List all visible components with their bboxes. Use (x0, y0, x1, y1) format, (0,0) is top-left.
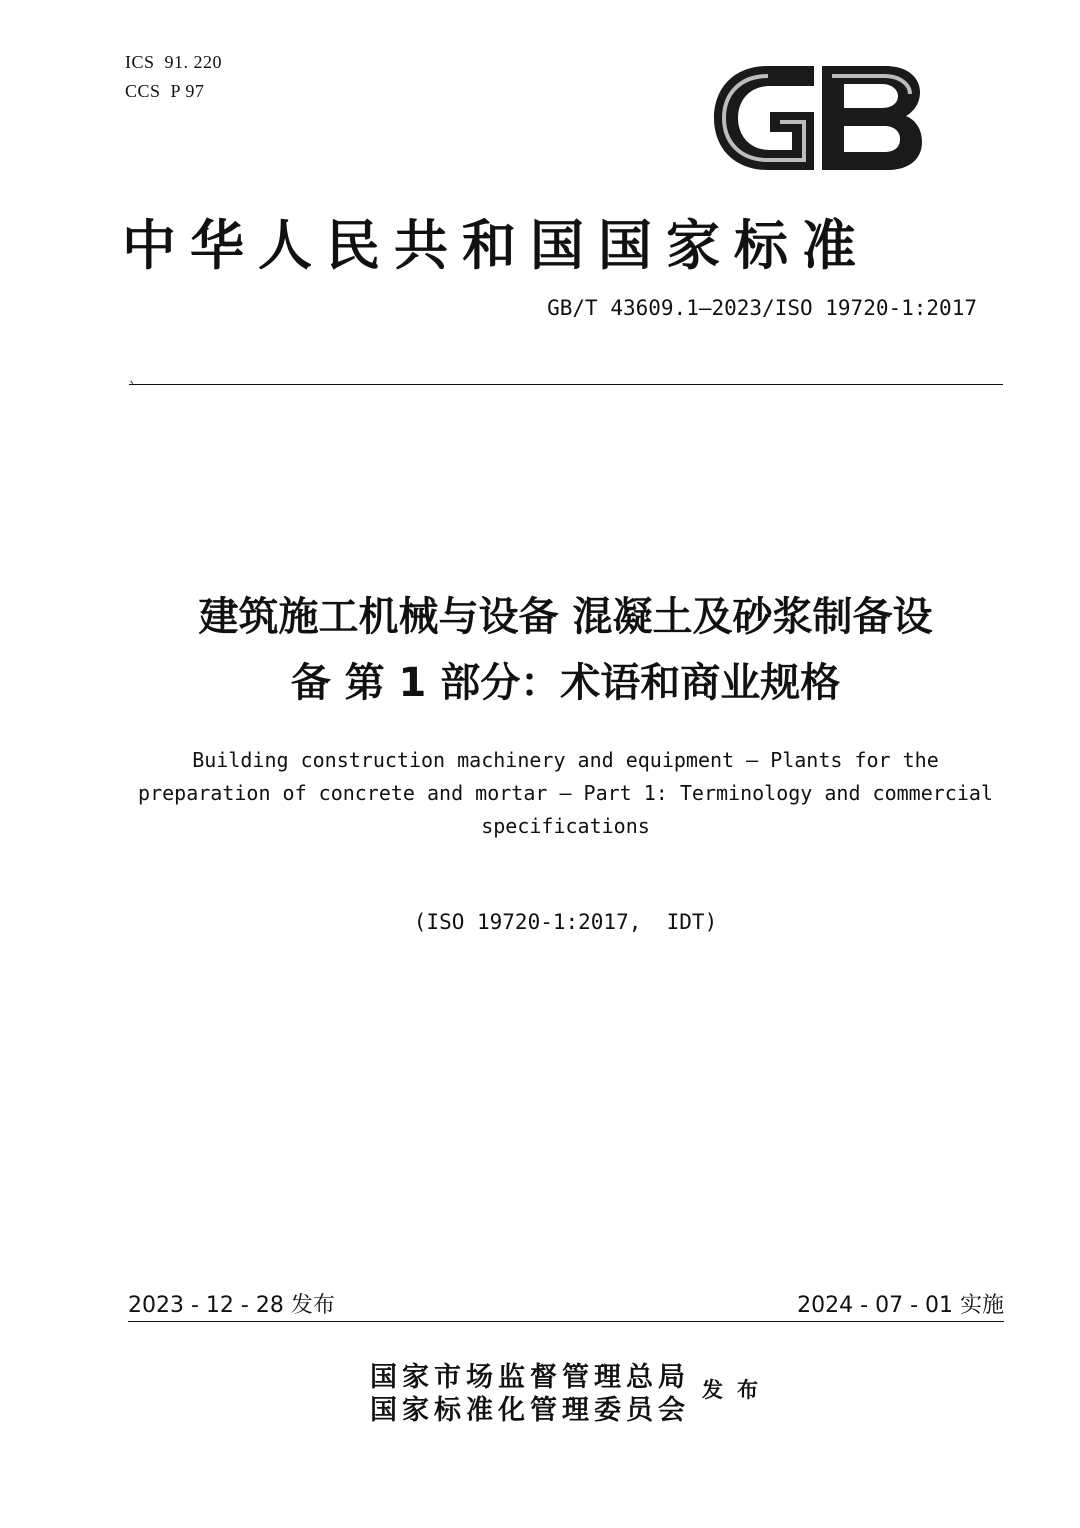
english-title-line-3: specifications (481, 814, 650, 838)
tick-mark: 、 (129, 371, 143, 387)
standard-number: GB/T 43609.1—2023/ISO 19720-1:2017 (547, 296, 977, 320)
chinese-title-line-2: 备 第 1 部分：术语和商业规格 (290, 660, 841, 706)
issue-label: 发布 (702, 1377, 772, 1402)
gb-logo-icon (712, 62, 924, 174)
english-title-line-2: preparation of concrete and mortar — Part 1: Terminology and commercial (138, 781, 993, 805)
gb-logo-b (822, 66, 922, 170)
header-divider (129, 384, 1003, 385)
english-title (118, 744, 1013, 843)
english-title-line-1: Building construction machinery and equipment — Plants for the (192, 748, 939, 772)
issuer-samr: 国家市场监督管理总局 (370, 1362, 690, 1393)
gb-logo-g (714, 66, 814, 170)
iso-equivalence: (ISO 19720-1:2017, IDT) (413, 910, 718, 934)
chinese-title (118, 584, 1013, 716)
implement-date: 2024 - 07 - 01 实施 (797, 1293, 1004, 1318)
ics-code: ICS 91. 220 (125, 52, 223, 72)
publish-date: 2023 - 12 - 28 发布 (128, 1293, 335, 1318)
footer-divider (128, 1321, 1004, 1322)
issuer-sac: 国家标准化管理委员会 (370, 1395, 690, 1426)
chinese-title-line-1: 建筑施工机械与设备 混凝土及砂浆制备设 (198, 594, 933, 640)
ccs-code: CCS P 97 (125, 81, 205, 101)
standard-type-title: 中华人民共和国国家标准 (122, 213, 870, 277)
